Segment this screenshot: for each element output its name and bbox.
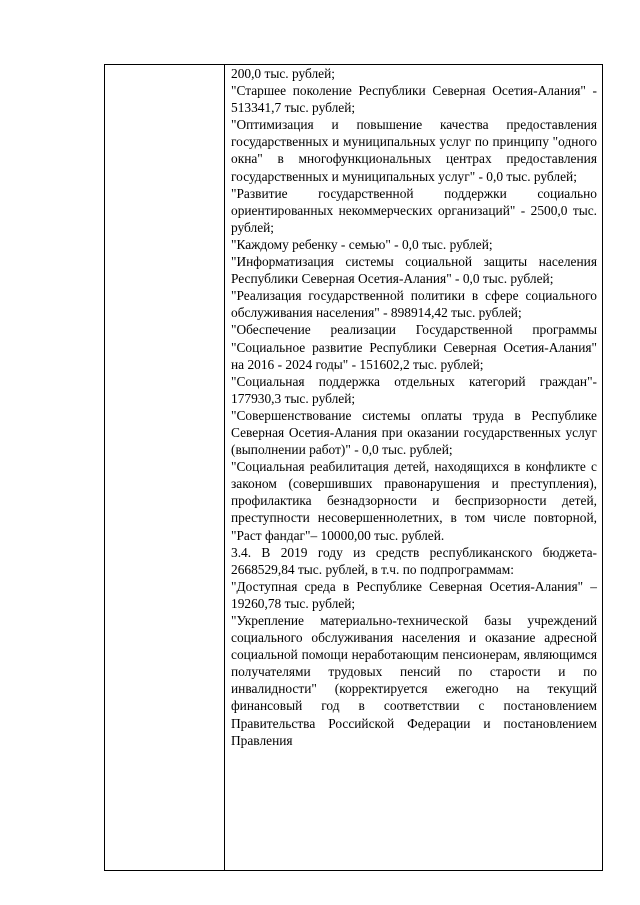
- paragraph-accessible-environment: "Доступная среда в Республике Северная Осетия-Алания" – 19260,78 тыс. рублей;: [231, 578, 597, 611]
- paragraph-senior-generation: "Старшее поколение Республики Северная Осетия-Алания" - 513341,7 тыс. рублей;: [231, 83, 597, 116]
- paragraph-section-3-4: 3.4. В 2019 году из средств республиканского бюджета- 2668529,84 тыс. рублей, в т.ч. по подпрограммам:: [231, 544, 597, 577]
- paragraph-social-services-policy: "Реализация государственной политики в сфере социального обслуживания населения" - 898914,42 тыс. рублей;: [231, 288, 597, 321]
- paragraph-informatization: "Информатизация системы социальной защиты населения Республики Северная Осетия-Алания" - 0,0 тыс. рублей;: [231, 254, 597, 287]
- paragraph-amount-continuation: 200,0 тыс. рублей;: [231, 66, 335, 81]
- paragraph-child-rehabilitation: "Социальная реабилитация детей, находящихся в конфликте с законом (совершивших правонарушения и преступления), профилактика безнадзорности и беспризорности детей, преступности несовершеннолетних, в том числе повторной, "Раст фандаг"– 10000,00 тыс. рублей.: [231, 459, 597, 543]
- table-left-column: [105, 65, 225, 870]
- paragraph-every-child-family: "Каждому ребенку - семью" - 0,0 тыс. рублей;: [231, 236, 493, 252]
- paragraph-nonprofit-support: "Развитие государственной поддержки социально ориентированных некоммерческих организаций" - 2500,0 тыс. рублей;: [231, 185, 597, 235]
- paragraph-wage-system: "Совершенствование системы оплаты труда в Республике Северная Осетия-Алания при оказании государственных услуг (выполнении работ)" - 0,0 тыс. рублей;: [231, 407, 597, 458]
- paragraph-social-support: "Социальная поддержка отдельных категорий граждан"- 177930,3 тыс. рублей;: [231, 373, 597, 406]
- paragraph-program-implementation: "Обеспечение реализации Государственной программы "Социальное развитие Республики Северная Осетия-Алания" на 2016 - 2024 годы" - 151602,2 тыс. рублей;: [231, 322, 597, 372]
- paragraph-one-window-services: "Оптимизация и повышение качества предоставления государственных и муниципальных услуг по принципу "одного окна" в многофункциональных центрах предоставления государственных и муниципальных услуг" - 0,0 тыс. рублей;: [231, 117, 597, 184]
- paragraph-material-base: "Укрепление материально-технической базы учреждений социального обслуживания населения и оказание адресной социальной помощи неработающим пенсионерам, являющимся получателями трудовых пенсий по старости и по инвалидности" (корректируется ежегодно на текущий финансовый год в соответствии с постановлением Правительства Российской Федерации и постановлением Правления: [231, 613, 597, 748]
- document-table: [104, 64, 603, 871]
- table-right-column: [225, 65, 602, 870]
